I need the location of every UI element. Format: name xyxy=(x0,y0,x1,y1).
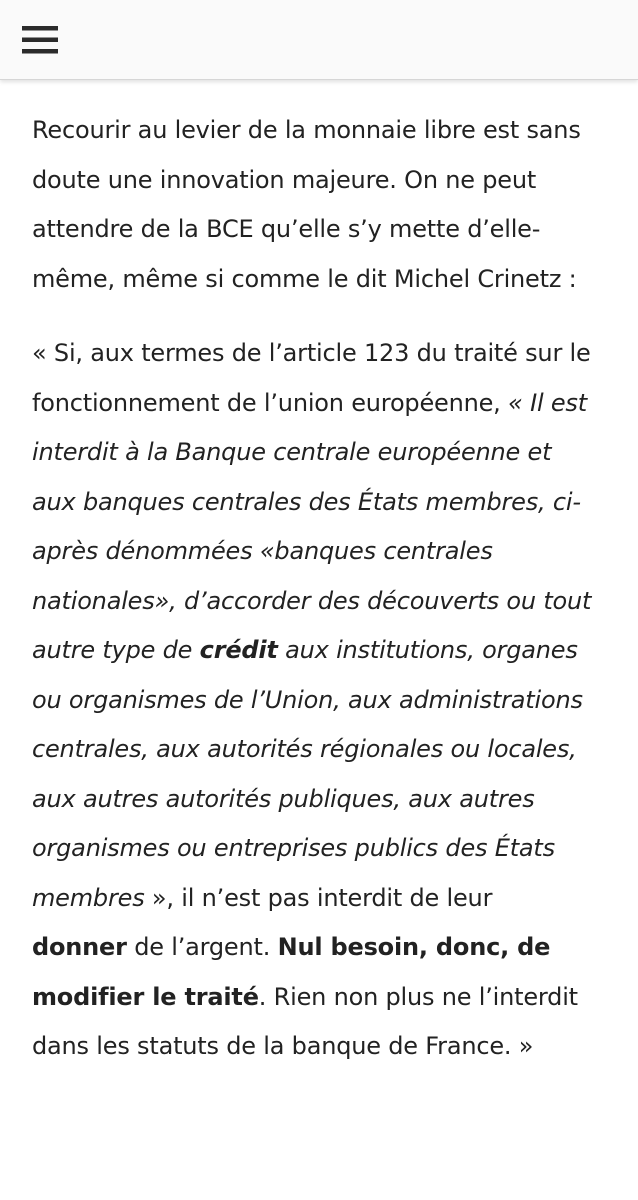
intro-paragraph: Recourir au levier de la monnaie libre est sans doute une innovation majeure. On ne peut attendre de la BCE qu’elle s’y mette d’elle-même, même si comme le dit Michel Crinetz : xyxy=(32,116,581,293)
quote-after-citation: », il n’est pas interdit de leur xyxy=(144,883,493,912)
quote-opening: « Si, aux termes de l’article 123 du traité sur le fonctionnement de l’union européenne, xyxy=(32,339,591,417)
quote-after-bold: de l’argent. xyxy=(126,933,278,961)
bold-word-donner: donner xyxy=(32,933,127,961)
quote-closing: . Rien non plus ne l’interdit dans les statuts de la banque de France. » xyxy=(32,982,578,1060)
citation-text-before: « Il est interdit à la Banque centrale européenne et aux banques centrales des États membres, ci-après dénommées «banques centrales nationales», d’accorder des découverts ou tout autre type de xyxy=(32,388,592,664)
article-body xyxy=(32,106,592,1072)
bold-sentence: Nul besoin, donc, de modifier le traité xyxy=(32,933,551,1011)
menu-button[interactable] xyxy=(12,14,68,66)
top-bar xyxy=(0,0,638,80)
citation-text-after: aux institutions, organes ou organismes de l’Union, aux administrations centrales, aux autorités régionales ou locales, aux autres autorités publiques, aux autres organismes ou entreprises publics des États membres xyxy=(32,636,583,912)
quote-paragraph xyxy=(32,329,592,1072)
hamburger-menu-icon xyxy=(12,14,68,66)
treaty-citation xyxy=(32,389,591,912)
citation-bold-credit: crédit xyxy=(199,636,278,664)
